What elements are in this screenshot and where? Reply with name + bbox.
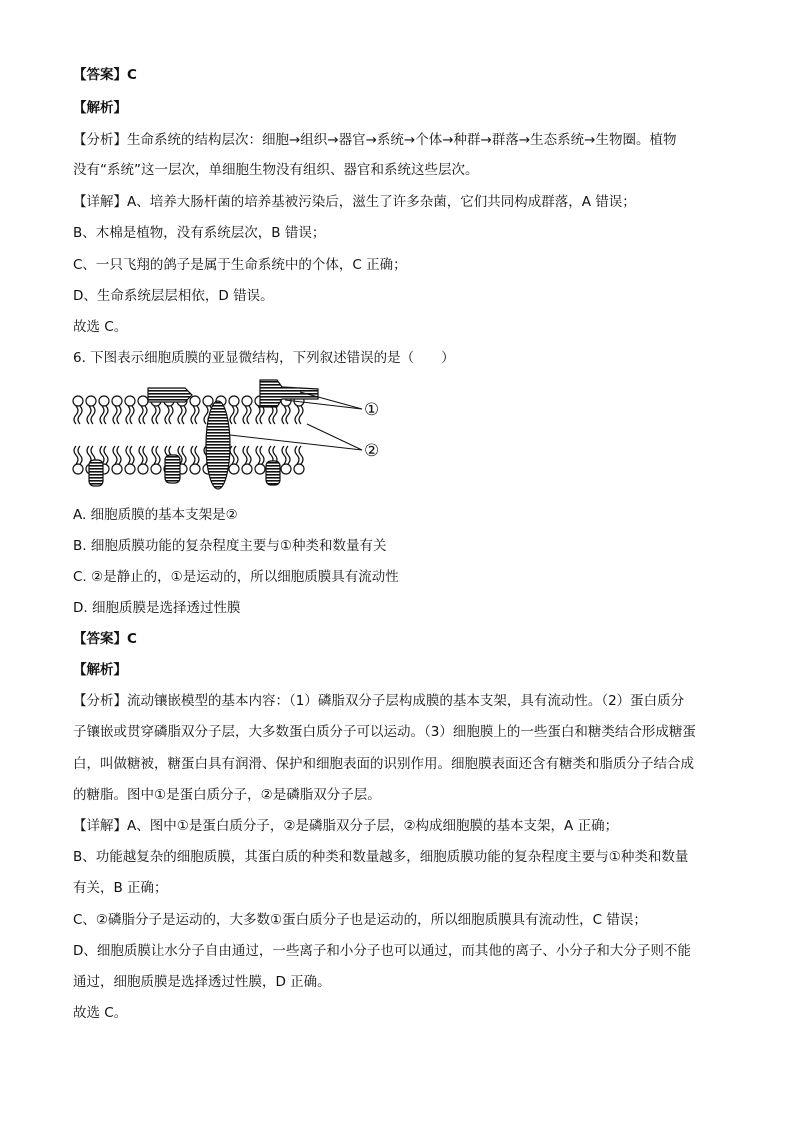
phospholipid-head xyxy=(242,396,252,406)
phospholipid-tail xyxy=(182,406,186,424)
phospholipid-tail xyxy=(182,446,186,464)
q5-detail-c: C、一只飞翔的鸽子是属于生命系统中的个体，C 正确； xyxy=(73,257,407,273)
q5-detail-b: B、木棉是植物，没有系统层次，B 错误； xyxy=(73,225,326,241)
phospholipid-head xyxy=(151,464,161,474)
phospholipid-tail xyxy=(156,446,160,464)
phospholipid-tail xyxy=(143,406,147,424)
phospholipid-head xyxy=(203,396,213,406)
phospholipid-tail xyxy=(126,446,130,464)
phospholipid-tail xyxy=(269,406,273,424)
phospholipid-tail xyxy=(234,406,238,424)
phospholipid-tail xyxy=(234,446,238,464)
phospholipid-tail xyxy=(178,406,182,424)
phospholipid-tail xyxy=(113,446,117,464)
q6-conclusion: 故选 C。 xyxy=(73,1005,128,1021)
phospholipid-head xyxy=(229,464,239,474)
label-phospholipid-bilayer: ② xyxy=(364,441,380,461)
phospholipid-head xyxy=(229,396,239,406)
q5-analysis-line-1: 【分析】生命系统的结构层次：细胞→组织→器官→系统→个体→种群→群落→生态系统→生物圈。植物 xyxy=(73,132,677,148)
phospholipid-tail xyxy=(247,446,251,464)
phospholipid-tail xyxy=(74,406,78,424)
phospholipid-tail xyxy=(295,406,299,424)
q6-detail-c: C、②磷脂分子是运动的，大多数①蛋白质分子也是运动的，所以细胞质膜具有流动性，C 错误； xyxy=(73,912,647,928)
phospholipid-tail xyxy=(165,406,169,424)
q6-option-c: C. ②是静止的，①是运动的，所以细胞质膜具有流动性 xyxy=(73,569,399,585)
q6-analysis-heading: 【解析】 xyxy=(73,662,127,678)
phospholipid-head xyxy=(73,464,83,474)
phospholipid-tail xyxy=(130,446,134,464)
q5-analysis-heading: 【解析】 xyxy=(73,100,127,116)
q6-option-b: B. 细胞质膜功能的复杂程度主要与①种类和数量有关 xyxy=(73,538,387,554)
phospholipid-tail xyxy=(243,406,247,424)
phospholipid-tail xyxy=(256,446,260,464)
q6-detail-b-line-2: 有关，B 正确； xyxy=(73,880,168,896)
phospholipid-tail xyxy=(273,406,277,424)
phospholipid-tail xyxy=(91,406,95,424)
phospholipid-tail xyxy=(299,406,303,424)
q5-analysis-line-2: 没有“系统”这一层次，单细胞生物没有组织、器官和系统这些层次。 xyxy=(73,162,479,178)
phospholipid-tail xyxy=(126,406,130,424)
phospholipid-tail xyxy=(130,406,134,424)
phospholipid-tail xyxy=(113,406,117,424)
phospholipid-tail xyxy=(139,406,143,424)
phospholipid-tail xyxy=(87,406,91,424)
protein-bottom-right xyxy=(266,461,280,485)
phospholipid-head xyxy=(190,464,200,474)
q6-detail-d-line-1: D、细胞质膜让水分子自由通过，一些离子和小分子也可以通过，而其他的离子、小分子和大分子则不能 xyxy=(73,943,691,959)
phospholipid-tail xyxy=(230,406,234,424)
q6-detail-d-line-2: 通过，细胞质膜是选择透过性膜，D 正确。 xyxy=(73,974,331,990)
protein-large-transmembrane xyxy=(206,401,230,489)
q6-analysis-line-3: 白，叫做糖被，糖蛋白具有润滑、保护和细胞表面的识别作用。细胞膜表面还含有糖类和脂质分子结合成 xyxy=(73,756,694,772)
phospholipid-tail xyxy=(195,446,199,464)
phospholipid-head xyxy=(255,464,265,474)
phospholipid-tail xyxy=(243,446,247,464)
phospholipid-tail xyxy=(295,446,299,464)
q6-option-a: A. 细胞质膜的基本支架是② xyxy=(73,507,238,523)
phospholipid-head xyxy=(281,464,291,474)
phospholipid-head xyxy=(125,464,135,474)
phospholipid-tail xyxy=(260,446,264,464)
phospholipid-tail xyxy=(152,446,156,464)
phospholipid-head xyxy=(138,464,148,474)
phospholipid-tail xyxy=(260,406,264,424)
q5-answer: 【答案】C xyxy=(73,67,137,83)
phospholipid-tail xyxy=(282,446,286,464)
phospholipid-tail xyxy=(78,446,82,464)
phospholipid-head xyxy=(112,464,122,474)
phospholipid-tail xyxy=(104,406,108,424)
phospholipid-tail xyxy=(256,406,260,424)
phospholipid-tail xyxy=(78,406,82,424)
phospholipid-tail xyxy=(104,446,108,464)
phospholipid-tail xyxy=(139,446,143,464)
q5-detail-a: 【详解】A、培养大肠杆菌的培养基被污染后，滋生了许多杂菌，它们共同构成群落，A 错误； xyxy=(73,194,636,210)
phospholipid-head xyxy=(99,396,109,406)
phospholipid-tail xyxy=(247,406,251,424)
phospholipid-tail xyxy=(195,406,199,424)
phospholipid-tail xyxy=(74,446,78,464)
label-protein: ① xyxy=(364,400,380,420)
phospholipid-head xyxy=(138,396,148,406)
phospholipid-tail xyxy=(286,406,290,424)
phospholipid-tail xyxy=(117,406,121,424)
phospholipid-tail xyxy=(286,446,290,464)
phospholipid-tail xyxy=(282,406,286,424)
phospholipid-tail xyxy=(191,406,195,424)
phospholipid-tail xyxy=(230,446,234,464)
q5-detail-d: D、生命系统层层相依，D 错误。 xyxy=(73,288,274,304)
phospholipid-head xyxy=(125,396,135,406)
q6-analysis-line-2: 子镶嵌或贯穿磷脂双分子层，大多数蛋白质分子可以运动。（3）细胞膜上的一些蛋白和糖类结合形成糖蛋 xyxy=(73,724,696,740)
phospholipid-tail xyxy=(143,446,147,464)
protein-bottom-left xyxy=(89,460,103,486)
phospholipid-tail xyxy=(100,406,104,424)
phospholipid-head xyxy=(294,464,304,474)
phospholipid-tail xyxy=(117,446,121,464)
phospholipid-head xyxy=(190,396,200,406)
phospholipid-tail xyxy=(191,446,195,464)
q6-answer: 【答案】C xyxy=(73,631,137,647)
phospholipid-head xyxy=(112,396,122,406)
q6-stem: 6. 下图表示细胞质膜的亚显微结构，下列叙述错误的是（ ） xyxy=(73,350,455,366)
q6-detail-b-line-1: B、功能越复杂的细胞质膜，其蛋白质的种类和数量越多，细胞质膜功能的复杂程度主要与①种类和数量 xyxy=(73,849,689,865)
q6-detail-a: 【详解】A、图中①是蛋白质分子，②是磷脂双分子层，②构成细胞膜的基本支架，A 正确； xyxy=(73,818,619,834)
protein-top-left xyxy=(148,388,192,402)
phospholipid-tail xyxy=(299,446,303,464)
q5-conclusion: 故选 C。 xyxy=(73,319,128,335)
phospholipid-tail xyxy=(156,406,160,424)
q6-analysis-line-1: 【分析】流动镶嵌模型的基本内容：（1）磷脂双分子层构成膜的基本支架，具有流动性。（2）蛋白质分 xyxy=(73,693,685,709)
q6-option-d: D. 细胞质膜是选择透过性膜 xyxy=(73,600,241,616)
phospholipid-head xyxy=(86,396,96,406)
phospholipid-head xyxy=(73,396,83,406)
cell-membrane-diagram xyxy=(70,375,390,500)
phospholipid-tail xyxy=(169,406,173,424)
q6-analysis-line-4: 的糖脂。图中①是蛋白质分子，②是磷脂双分子层。 xyxy=(73,787,381,803)
phospholipid-head xyxy=(242,464,252,474)
protein-bottom-middle xyxy=(165,455,180,483)
phospholipid-tail xyxy=(152,406,156,424)
